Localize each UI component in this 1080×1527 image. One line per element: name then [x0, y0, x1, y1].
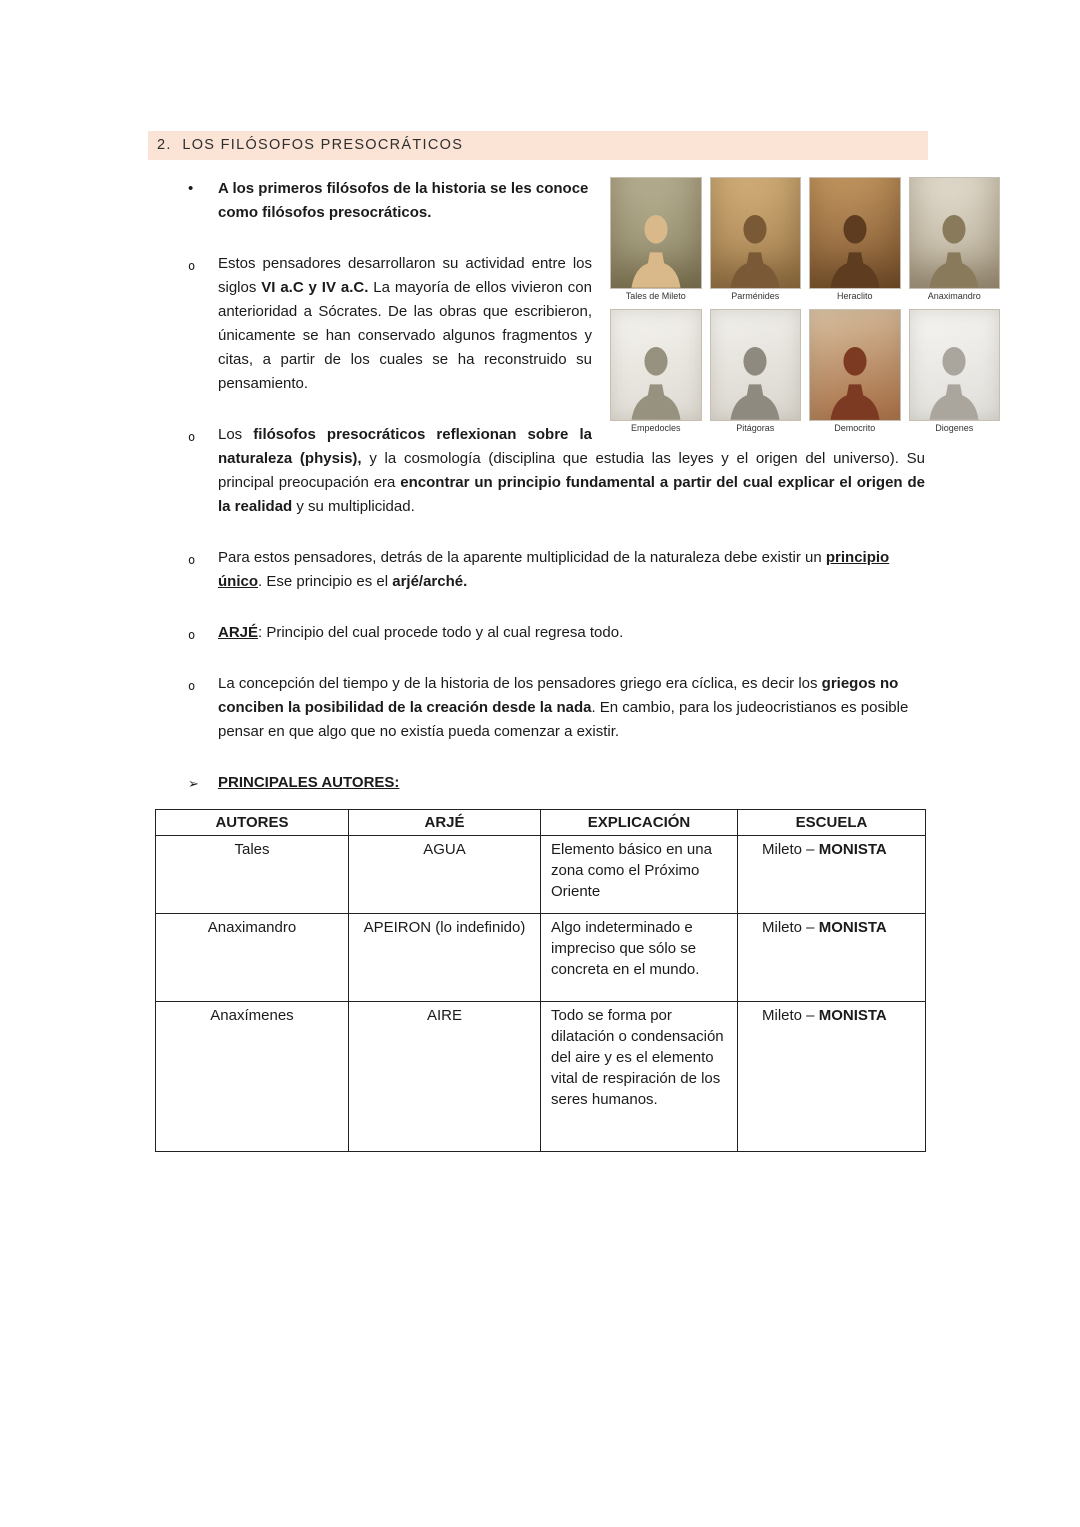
text-segment: Estos pensadores desarrollaron su actividad entre los siglos	[218, 255, 592, 296]
text-segment: griegos no conciben la posibilidad de la creación desde la nada	[218, 675, 899, 716]
bullet-item	[186, 672, 925, 744]
text-segment: principio único	[218, 549, 890, 590]
portrait-caption: Empedocles	[630, 423, 681, 433]
bullet-item	[186, 621, 925, 645]
table-cell-autor: Tales	[156, 836, 349, 914]
bullet-marker: o	[188, 430, 196, 444]
bullet-item	[186, 771, 925, 795]
text-segment: PRINCIPALES AUTORES:	[218, 774, 400, 791]
authors-table	[155, 809, 926, 1152]
table-cell-escuela	[738, 1002, 926, 1152]
section-heading-text: 2. LOS FILÓSOFOS PRESOCRÁTICOS	[157, 137, 464, 153]
table-cell-arje: APEIRON (lo indefinido)	[349, 914, 541, 1002]
text-segment: y la cosmología (disciplina que estudia las leyes y el origen del universo). Su principal preocupación era	[218, 450, 926, 491]
text-segment: MONISTA	[818, 919, 887, 936]
text-segment: . Ese principio es el	[258, 573, 393, 590]
table-cell-arje: AGUA	[349, 836, 541, 914]
table-cell-escuela	[738, 914, 926, 1002]
text-segment: Los	[218, 426, 254, 443]
text-segment: A los primeros filósofos de la historia se les conoce como filósofos presocráticos.	[218, 180, 589, 221]
bust-icon	[920, 323, 988, 420]
text-segment: y su multiplicidad.	[292, 498, 415, 515]
table-cell-autor: Anaximandro	[156, 914, 349, 1002]
bullet-item	[186, 252, 925, 396]
text-segment: La mayoría de ellos vivieron con anterioridad a Sócrates. De las obras que escribieron, únicamente se han conservado algunos fragmentos y citas, a partir de los cuales se ha reconstruido su pensamiento.	[218, 279, 592, 392]
portrait-caption: Tales de Mileto	[625, 291, 686, 301]
table-cell-explicacion: Algo indeterminado e impreciso que sólo se concreta en el mundo.	[541, 914, 738, 1002]
text-segment: VI a.C y IV a.C.	[261, 279, 369, 296]
table-header-row	[156, 810, 926, 836]
text-segment: arjé/arché.	[392, 573, 468, 590]
text-segment: Mileto –	[762, 919, 819, 936]
text-segment: Para estos pensadores, detrás de la aparente multiplicidad de la naturaleza debe existir un	[218, 549, 826, 566]
table-cell-explicacion: Elemento básico en una zona como el Próximo Oriente	[541, 836, 738, 914]
table-row	[156, 914, 926, 1002]
table-row	[156, 836, 926, 914]
table-header-cell: EXPLICACIÓN	[541, 810, 738, 836]
table-header-cell: ARJÉ	[349, 810, 541, 836]
bullet-marker: o	[188, 259, 196, 273]
table-cell-arje: AIRE	[349, 1002, 541, 1152]
portrait-caption: Diogenes	[935, 423, 974, 433]
bullet-marker: o	[188, 628, 196, 642]
portrait-caption: Democrito	[834, 423, 876, 433]
bullet-item	[186, 423, 925, 519]
text-segment: Mileto –	[762, 1007, 819, 1024]
table-header-cell: AUTORES	[156, 810, 349, 836]
bullet-marker: o	[188, 553, 196, 567]
text-segment: filósofos presocráticos reflexionan sobre la naturaleza (physis),	[218, 426, 592, 467]
text-segment: . En cambio, para los judeocristianos es posible pensar en que algo que no existía pueda comenzar a existir.	[218, 699, 909, 740]
content-area	[186, 177, 1000, 1152]
bullet-item	[186, 546, 925, 594]
text-segment: : Principio del cual procede todo y al cual regresa todo.	[258, 624, 624, 641]
portrait-caption: Parménides	[731, 291, 780, 301]
text-segment: ARJÉ	[218, 624, 259, 641]
text-segment: Mileto –	[762, 841, 819, 858]
portrait-caption: Pitágoras	[736, 423, 775, 433]
table-cell-explicacion: Todo se forma por dilatación o condensación del aire y es el elemento vital de respiración de los seres humanos.	[541, 1002, 738, 1152]
text-segment: MONISTA	[818, 1007, 887, 1024]
table-row	[156, 1002, 926, 1152]
text-segment: encontrar un principio fundamental a partir del cual explicar el origen de la realidad	[218, 474, 925, 515]
table-header-cell: ESCUELA	[738, 810, 926, 836]
bullet-marker: ➢	[188, 776, 199, 791]
portrait-caption: Anaximandro	[927, 291, 981, 301]
section-heading	[148, 131, 928, 160]
bullet-list	[186, 177, 1000, 795]
table-cell-autor: Anaxímenes	[156, 1002, 349, 1152]
bullet-item	[186, 177, 925, 225]
bust-icon	[920, 191, 988, 288]
bullet-marker: •	[188, 180, 194, 197]
table-body	[156, 836, 926, 1152]
text-segment: La concepción del tiempo y de la historia de los pensadores griego era cíclica, es decir los	[218, 675, 822, 692]
portrait-caption: Heraclito	[836, 291, 873, 301]
text-segment: MONISTA	[818, 841, 887, 858]
bullet-marker: o	[188, 679, 196, 693]
table-cell-escuela	[738, 836, 926, 914]
